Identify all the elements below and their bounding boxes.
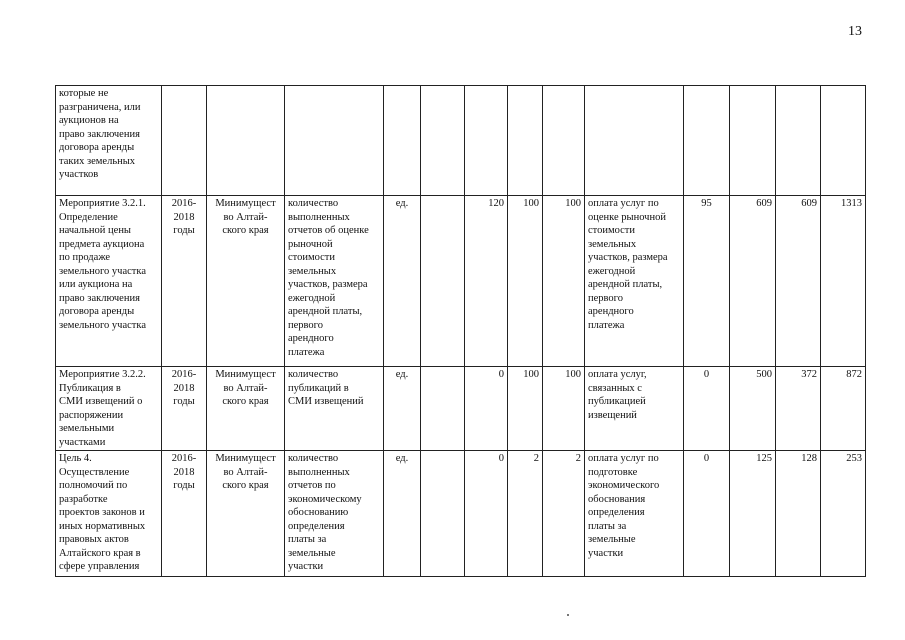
expense-value-cell: 0 bbox=[684, 367, 730, 451]
executor-cell: Минимущест во Алтай- ского края bbox=[207, 367, 285, 451]
value-cell: 100 bbox=[508, 196, 543, 367]
event-cell: Цель 4. Осуществление полномочий по разработке проектов законов и иных нормативных правовых актов Алтайского края в сфере управления bbox=[56, 451, 162, 577]
value-cell: 2 bbox=[543, 451, 585, 577]
expense-value-cell: 128 bbox=[776, 451, 821, 577]
value-cell bbox=[421, 367, 465, 451]
value-cell bbox=[421, 451, 465, 577]
value-cell: 0 bbox=[465, 367, 508, 451]
unit-cell: ед. bbox=[384, 196, 421, 367]
indicator-cell: количество выполненных отчетов по экономическому обоснованию определения платы за земельные участки bbox=[285, 451, 384, 577]
table-row bbox=[56, 196, 866, 367]
expense-value-cell: 253 bbox=[821, 451, 866, 577]
expense-cell: оплата услуг по оценке рыночной стоимости земельных участков, размера ежегодной арендной платы, первого арендного платежа bbox=[585, 196, 684, 367]
event-cell: Мероприятие 3.2.2. Публикация в СМИ извещений о распоряжении земельными участками bbox=[56, 367, 162, 451]
expense-cell: оплата услуг, связанных с публикацией извещений bbox=[585, 367, 684, 451]
value-cell: 100 bbox=[543, 367, 585, 451]
expense-value-cell bbox=[821, 86, 866, 196]
table-row bbox=[56, 86, 866, 196]
executor-cell: Минимущест во Алтай- ского края bbox=[207, 196, 285, 367]
table-row bbox=[56, 367, 866, 451]
period-cell: 2016- 2018 годы bbox=[162, 451, 207, 577]
value-cell: 0 bbox=[465, 451, 508, 577]
expense-value-cell: 125 bbox=[730, 451, 776, 577]
value-cell bbox=[421, 86, 465, 196]
value-cell: 120 bbox=[465, 196, 508, 367]
expense-value-cell: 500 bbox=[730, 367, 776, 451]
value-cell: 2 bbox=[508, 451, 543, 577]
value-cell: 100 bbox=[543, 196, 585, 367]
value-cell: 100 bbox=[508, 367, 543, 451]
scan-speck bbox=[567, 614, 569, 616]
expense-value-cell: 609 bbox=[776, 196, 821, 367]
value-cell bbox=[543, 86, 585, 196]
indicator-cell: количество выполненных отчетов об оценке рыночной стоимости земельных участков, размера ежегодной арендной платы, первого арендного платежа bbox=[285, 196, 384, 367]
indicator-cell: количество публикаций в СМИ извещений bbox=[285, 367, 384, 451]
expense-cell: оплата услуг по подготовке экономического обоснования определения платы за земельные участки bbox=[585, 451, 684, 577]
unit-cell: ед. bbox=[384, 367, 421, 451]
executor-cell bbox=[207, 86, 285, 196]
program-table bbox=[55, 85, 866, 577]
expense-value-cell bbox=[730, 86, 776, 196]
indicator-cell bbox=[285, 86, 384, 196]
unit-cell bbox=[384, 86, 421, 196]
expense-value-cell: 95 bbox=[684, 196, 730, 367]
value-cell bbox=[421, 196, 465, 367]
expense-value-cell bbox=[776, 86, 821, 196]
expense-value-cell bbox=[684, 86, 730, 196]
period-cell: 2016- 2018 годы bbox=[162, 367, 207, 451]
expense-value-cell: 0 bbox=[684, 451, 730, 577]
expense-value-cell: 1313 bbox=[821, 196, 866, 367]
value-cell bbox=[465, 86, 508, 196]
expense-value-cell: 872 bbox=[821, 367, 866, 451]
event-cell: которые не разграничена, или аукционов на право заключения договора аренды таких земельных участков bbox=[56, 86, 162, 196]
period-cell: 2016- 2018 годы bbox=[162, 196, 207, 367]
value-cell bbox=[508, 86, 543, 196]
event-cell: Мероприятие 3.2.1. Определение начальной цены предмета аукциона по продаже земельного участка или аукциона на право заключения договора аренды земельного участка bbox=[56, 196, 162, 367]
period-cell bbox=[162, 86, 207, 196]
expense-cell bbox=[585, 86, 684, 196]
expense-value-cell: 372 bbox=[776, 367, 821, 451]
table-row bbox=[56, 451, 866, 577]
page-number: 13 bbox=[848, 24, 862, 39]
expense-value-cell: 609 bbox=[730, 196, 776, 367]
unit-cell: ед. bbox=[384, 451, 421, 577]
executor-cell: Минимущест во Алтай- ского края bbox=[207, 451, 285, 577]
